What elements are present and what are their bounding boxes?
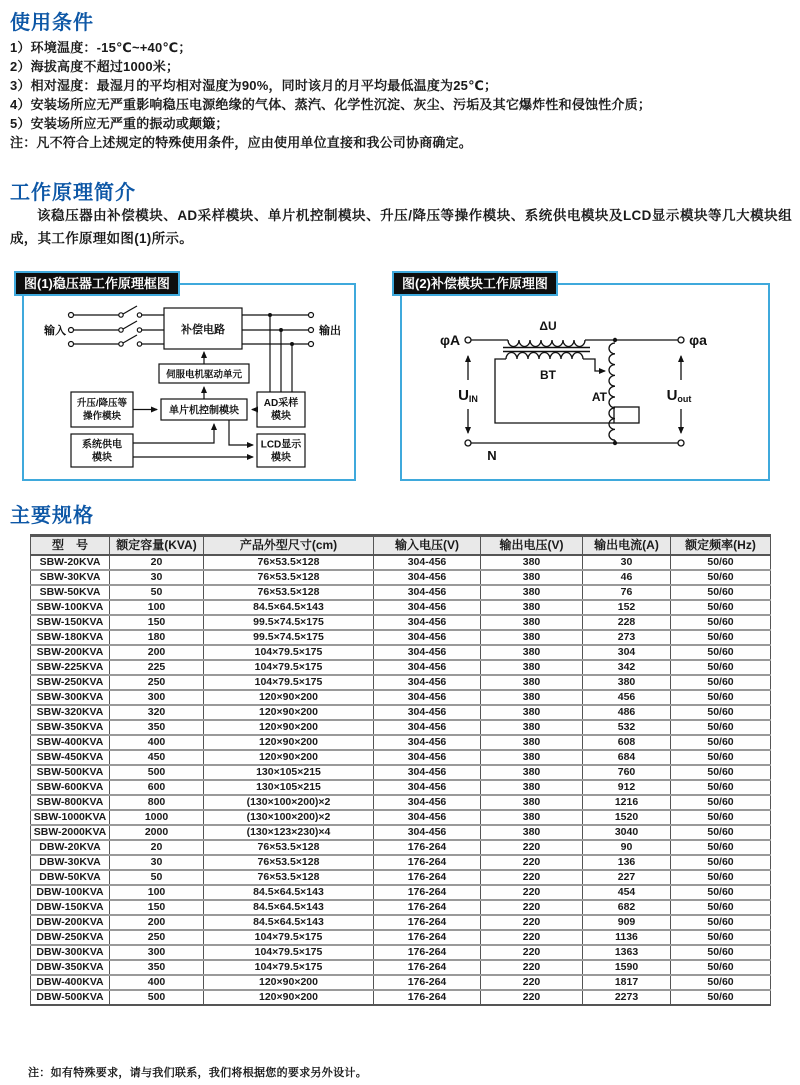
col-header-frequency: 额定频率(Hz) xyxy=(671,536,771,555)
table-cell: 50/60 xyxy=(671,945,771,960)
table-cell: 130×105×215 xyxy=(204,780,374,795)
table-cell: 176-264 xyxy=(374,840,481,855)
table-cell: 380 xyxy=(481,660,583,675)
table-cell: 380 xyxy=(481,555,583,570)
table-cell: 220 xyxy=(481,975,583,990)
table-cell: 912 xyxy=(583,780,671,795)
table-cell: SBW-600KVA xyxy=(31,780,110,795)
table-cell: 350 xyxy=(110,960,204,975)
table-cell: 50/60 xyxy=(671,630,771,645)
neutral-label: N xyxy=(487,448,497,463)
compensation-module-svg xyxy=(402,285,768,479)
table-row xyxy=(31,630,771,645)
table-cell: 200 xyxy=(110,645,204,660)
table-cell: (130×100×200)×2 xyxy=(204,795,374,810)
table-row xyxy=(31,720,771,735)
table-cell: 220 xyxy=(481,960,583,975)
table-cell: 50/60 xyxy=(671,960,771,975)
table-cell: 342 xyxy=(583,660,671,675)
table-cell: 176-264 xyxy=(374,975,481,990)
table-row xyxy=(31,825,771,840)
table-cell: 220 xyxy=(481,945,583,960)
table-cell: 150 xyxy=(110,615,204,630)
table-row xyxy=(31,915,771,930)
table-cell: SBW-350KVA xyxy=(31,720,110,735)
system-power-label-line1: 系统供电 xyxy=(82,439,122,451)
table-cell: 50/60 xyxy=(671,885,771,900)
table-cell: 104×79.5×175 xyxy=(204,930,374,945)
table-cell: 350 xyxy=(110,720,204,735)
table-cell: 50/60 xyxy=(671,720,771,735)
table-cell: 176-264 xyxy=(374,945,481,960)
phase-in-label: φA xyxy=(439,332,461,348)
spec-table-wrap xyxy=(30,534,770,1006)
table-cell: 304-456 xyxy=(374,630,481,645)
table-cell: 380 xyxy=(481,825,583,840)
table-row xyxy=(31,975,771,990)
table-cell: 380 xyxy=(481,720,583,735)
table-cell: DBW-20KVA xyxy=(31,840,110,855)
table-cell: 104×79.5×175 xyxy=(204,660,374,675)
input-lines-with-switches xyxy=(69,306,165,347)
table-cell: 1817 xyxy=(583,975,671,990)
table-row xyxy=(31,840,771,855)
table-cell: 176-264 xyxy=(374,990,481,1005)
table-cell: 400 xyxy=(110,735,204,750)
table-cell: 228 xyxy=(583,615,671,630)
table-cell: 120×90×200 xyxy=(204,720,374,735)
table-cell: 320 xyxy=(110,705,204,720)
at-coil xyxy=(609,343,615,440)
table-cell: 50/60 xyxy=(671,645,771,660)
table-row xyxy=(31,735,771,750)
table-cell: SBW-400KVA xyxy=(31,735,110,750)
system-power-label-line2: 模块 xyxy=(92,452,112,464)
conditions-list xyxy=(10,38,796,152)
uout-label: Uout xyxy=(666,387,692,404)
table-cell: 100 xyxy=(110,600,204,615)
table-cell: SBW-225KVA xyxy=(31,660,110,675)
spec-table-header-row xyxy=(31,536,771,555)
table-cell: 220 xyxy=(481,855,583,870)
table-cell: DBW-350KVA xyxy=(31,960,110,975)
table-cell: 180 xyxy=(110,630,204,645)
table-row xyxy=(31,810,771,825)
table-cell: 380 xyxy=(481,645,583,660)
table-cell: 456 xyxy=(583,690,671,705)
table-cell: 227 xyxy=(583,870,671,885)
table-cell: 30 xyxy=(110,855,204,870)
input-label: 输入 xyxy=(44,325,66,337)
col-header-capacity: 额定容量(KVA) xyxy=(110,536,204,555)
table-cell: 176-264 xyxy=(374,960,481,975)
spec-table xyxy=(30,534,771,1006)
table-cell: 76×53.5×128 xyxy=(204,840,374,855)
table-cell: 220 xyxy=(481,990,583,1005)
table-cell: 500 xyxy=(110,990,204,1005)
table-row xyxy=(31,675,771,690)
table-cell: 800 xyxy=(110,795,204,810)
table-cell: 50/60 xyxy=(671,600,771,615)
table-cell: DBW-300KVA xyxy=(31,945,110,960)
table-cell: 84.5×64.5×143 xyxy=(204,900,374,915)
table-cell: 380 xyxy=(481,765,583,780)
table-cell: 304-456 xyxy=(374,765,481,780)
table-cell: 273 xyxy=(583,630,671,645)
condition-item: 2）海拔高度不超过1000米； xyxy=(10,59,180,74)
table-cell: 104×79.5×175 xyxy=(204,675,374,690)
table-row xyxy=(31,945,771,960)
table-cell: 304-456 xyxy=(374,810,481,825)
table-row xyxy=(31,855,771,870)
tap-contact-box xyxy=(614,407,639,423)
table-cell: 1590 xyxy=(583,960,671,975)
table-cell: 176-264 xyxy=(374,900,481,915)
table-cell: 304-456 xyxy=(374,735,481,750)
table-cell: 304-456 xyxy=(374,825,481,840)
table-cell: 120×90×200 xyxy=(204,750,374,765)
table-row xyxy=(31,660,771,675)
table-row xyxy=(31,900,771,915)
table-cell: SBW-300KVA xyxy=(31,690,110,705)
condition-item: 3）相对湿度：最湿月的平均相对湿度为90%，同时该月的月平均最低温度为25℃； xyxy=(10,78,498,93)
table-row xyxy=(31,870,771,885)
table-cell: 84.5×64.5×143 xyxy=(204,915,374,930)
table-row xyxy=(31,600,771,615)
table-row xyxy=(31,555,771,570)
table-cell: 380 xyxy=(481,585,583,600)
table-cell: 30 xyxy=(583,555,671,570)
table-cell: 176-264 xyxy=(374,885,481,900)
table-cell: DBW-400KVA xyxy=(31,975,110,990)
table-cell: 50/60 xyxy=(671,570,771,585)
table-cell: 20 xyxy=(110,840,204,855)
series-coil xyxy=(508,340,585,347)
table-cell: DBW-150KVA xyxy=(31,900,110,915)
table-cell: 220 xyxy=(481,900,583,915)
table-row xyxy=(31,930,771,945)
table-cell: 220 xyxy=(481,915,583,930)
table-row xyxy=(31,615,771,630)
table-cell: 250 xyxy=(110,930,204,945)
table-cell: 380 xyxy=(481,570,583,585)
table-cell: 120×90×200 xyxy=(204,705,374,720)
figure-compensation-module-diagram xyxy=(400,276,770,481)
table-cell: 176-264 xyxy=(374,855,481,870)
ad-sampling-label-line1: AD采样 xyxy=(263,398,299,409)
table-cell: 400 xyxy=(110,975,204,990)
table-cell: 304-456 xyxy=(374,795,481,810)
table-row xyxy=(31,990,771,1005)
table-cell: 50/60 xyxy=(671,795,771,810)
circuit-wires xyxy=(465,337,684,446)
table-cell: 682 xyxy=(583,900,671,915)
ad-sampling-label-line2: 模块 xyxy=(271,411,291,422)
table-cell: 50/60 xyxy=(671,615,771,630)
table-cell: 220 xyxy=(481,930,583,945)
table-cell: 76×53.5×128 xyxy=(204,555,374,570)
lcd-display-label-line2: 模块 xyxy=(271,452,291,464)
table-cell: 600 xyxy=(110,780,204,795)
table-cell: SBW-320KVA xyxy=(31,705,110,720)
table-cell: 50/60 xyxy=(671,690,771,705)
table-cell: (130×100×200)×2 xyxy=(204,810,374,825)
condition-item: 1）环境温度：-15℃~+40℃； xyxy=(10,40,192,55)
table-cell: 50/60 xyxy=(671,705,771,720)
table-cell: 380 xyxy=(481,735,583,750)
table-cell: 304-456 xyxy=(374,660,481,675)
bt-label: BT xyxy=(540,368,556,382)
table-cell: 76×53.5×128 xyxy=(204,870,374,885)
table-cell: 136 xyxy=(583,855,671,870)
table-cell: 304-456 xyxy=(374,675,481,690)
table-cell: 1520 xyxy=(583,810,671,825)
table-cell: 454 xyxy=(583,885,671,900)
table-cell: 176-264 xyxy=(374,915,481,930)
table-cell: 380 xyxy=(481,810,583,825)
table-cell: 84.5×64.5×143 xyxy=(204,600,374,615)
table-cell: DBW-200KVA xyxy=(31,915,110,930)
table-row xyxy=(31,690,771,705)
table-cell: 50/60 xyxy=(671,735,771,750)
table-cell: 50/60 xyxy=(671,750,771,765)
table-cell: 150 xyxy=(110,900,204,915)
table-cell: 380 xyxy=(481,795,583,810)
table-cell: 304-456 xyxy=(374,690,481,705)
table-cell: 50 xyxy=(110,585,204,600)
table-cell: 1000 xyxy=(110,810,204,825)
table-cell: 76×53.5×128 xyxy=(204,855,374,870)
table-cell: 304-456 xyxy=(374,750,481,765)
condition-item: 注：凡不符合上述规定的特殊使用条件，应由使用单位直接和我公司协商确定。 xyxy=(10,135,473,150)
delta-u-label: ΔU xyxy=(539,319,557,333)
figure-stabilizer-block-diagram xyxy=(22,276,356,481)
table-cell: 380 xyxy=(481,630,583,645)
table-cell: 380 xyxy=(481,750,583,765)
table-cell: 50/60 xyxy=(671,660,771,675)
table-cell: 220 xyxy=(481,840,583,855)
table-cell: 250 xyxy=(110,675,204,690)
table-cell: 304 xyxy=(583,645,671,660)
table-cell: 50/60 xyxy=(671,975,771,990)
table-cell: 50/60 xyxy=(671,825,771,840)
table-cell: 300 xyxy=(110,945,204,960)
table-cell: DBW-500KVA xyxy=(31,990,110,1005)
table-cell: 304-456 xyxy=(374,705,481,720)
table-cell: SBW-1000KVA xyxy=(31,810,110,825)
table-cell: 380 xyxy=(481,780,583,795)
figure2-title-tab: 图(2)补偿模块工作原理图 xyxy=(392,271,558,296)
table-cell: 486 xyxy=(583,705,671,720)
table-row xyxy=(31,960,771,975)
col-header-input-voltage: 输入电压(V) xyxy=(374,536,481,555)
table-cell: 46 xyxy=(583,570,671,585)
table-cell: SBW-150KVA xyxy=(31,615,110,630)
table-cell: 3040 xyxy=(583,825,671,840)
table-cell: 2273 xyxy=(583,990,671,1005)
table-cell: DBW-100KVA xyxy=(31,885,110,900)
table-cell: SBW-200KVA xyxy=(31,645,110,660)
bt-coil xyxy=(506,353,583,360)
table-cell: 50/60 xyxy=(671,840,771,855)
table-cell: 99.5×74.5×175 xyxy=(204,630,374,645)
table-cell: 130×105×215 xyxy=(204,765,374,780)
table-cell: 450 xyxy=(110,750,204,765)
boost-buck-label-line2: 操作模块 xyxy=(82,411,122,422)
table-cell: SBW-500KVA xyxy=(31,765,110,780)
table-cell: 100 xyxy=(110,885,204,900)
intro-paragraph: 该稳压器由补偿模块、AD采样模块、单片机控制模块、升压/降压等操作模块、系统供电模块及LCD显示模块等几大模块组成，其工作原理如图(1)所示。 xyxy=(10,208,792,246)
table-cell: 84.5×64.5×143 xyxy=(204,885,374,900)
table-cell: 304-456 xyxy=(374,780,481,795)
table-cell: 304-456 xyxy=(374,555,481,570)
col-header-model: 型 号 xyxy=(31,536,110,555)
table-row xyxy=(31,765,771,780)
servo-drive-label: 伺服电机驱动单元 xyxy=(165,369,243,381)
table-cell: 104×79.5×175 xyxy=(204,945,374,960)
table-row xyxy=(31,885,771,900)
stabilizer-block-diagram-svg xyxy=(24,285,354,479)
table-cell: 2000 xyxy=(110,825,204,840)
section-title-principle: 工作原理简介 xyxy=(10,182,136,204)
table-row xyxy=(31,645,771,660)
table-cell: 684 xyxy=(583,750,671,765)
table-cell: 50/60 xyxy=(671,870,771,885)
col-header-output-current: 输出电流(A) xyxy=(583,536,671,555)
table-cell: 76 xyxy=(583,585,671,600)
table-cell: 50/60 xyxy=(671,585,771,600)
table-cell: 30 xyxy=(110,570,204,585)
table-cell: 500 xyxy=(110,765,204,780)
table-cell: 152 xyxy=(583,600,671,615)
table-cell: SBW-450KVA xyxy=(31,750,110,765)
table-cell: 50/60 xyxy=(671,780,771,795)
table-cell: 176-264 xyxy=(374,870,481,885)
table-cell: 380 xyxy=(481,615,583,630)
table-cell: 304-456 xyxy=(374,585,481,600)
table-cell: SBW-30KVA xyxy=(31,570,110,585)
at-label: AT xyxy=(591,390,607,404)
table-cell: 380 xyxy=(583,675,671,690)
table-row xyxy=(31,750,771,765)
table-cell: 120×90×200 xyxy=(204,690,374,705)
col-header-dimensions: 产品外型尺寸(cm) xyxy=(204,536,374,555)
table-cell: 90 xyxy=(583,840,671,855)
table-cell: 909 xyxy=(583,915,671,930)
table-cell: 50/60 xyxy=(671,930,771,945)
table-cell: SBW-20KVA xyxy=(31,555,110,570)
table-cell: 380 xyxy=(481,675,583,690)
table-cell: 120×90×200 xyxy=(204,975,374,990)
phase-out-label: φa xyxy=(689,332,707,348)
output-lines xyxy=(242,313,314,393)
table-cell: 104×79.5×175 xyxy=(204,960,374,975)
table-cell: 120×90×200 xyxy=(204,735,374,750)
table-cell: 20 xyxy=(110,555,204,570)
col-header-output-voltage: 输出电压(V) xyxy=(481,536,583,555)
table-cell: SBW-2000KVA xyxy=(31,825,110,840)
table-cell: (130×123×230)×4 xyxy=(204,825,374,840)
table-row xyxy=(31,795,771,810)
table-cell: SBW-800KVA xyxy=(31,795,110,810)
table-row xyxy=(31,780,771,795)
table-row xyxy=(31,585,771,600)
table-cell: SBW-180KVA xyxy=(31,630,110,645)
table-cell: 50/60 xyxy=(671,765,771,780)
table-cell: 99.5×74.5×175 xyxy=(204,615,374,630)
table-cell: DBW-50KVA xyxy=(31,870,110,885)
compensation-circuit-label: 补偿电路 xyxy=(181,324,225,336)
table-cell: 304-456 xyxy=(374,615,481,630)
table-row xyxy=(31,705,771,720)
table-cell: DBW-250KVA xyxy=(31,930,110,945)
table-cell: 304-456 xyxy=(374,600,481,615)
table-cell: 608 xyxy=(583,735,671,750)
table-cell: 50/60 xyxy=(671,555,771,570)
table-cell: 1136 xyxy=(583,930,671,945)
table-cell: 220 xyxy=(481,870,583,885)
table-cell: 304-456 xyxy=(374,570,481,585)
table-cell: 1216 xyxy=(583,795,671,810)
uin-label: UIN xyxy=(458,387,478,404)
table-cell: 200 xyxy=(110,915,204,930)
table-cell: 50/60 xyxy=(671,855,771,870)
figure1-title-tab: 图(1)稳压器工作原理框图 xyxy=(14,271,180,296)
table-cell: 304-456 xyxy=(374,645,481,660)
table-cell: 304-456 xyxy=(374,720,481,735)
table-cell: 120×90×200 xyxy=(204,990,374,1005)
table-cell: 220 xyxy=(481,885,583,900)
table-cell: 50/60 xyxy=(671,675,771,690)
boost-buck-label-line1: 升压/降压等 xyxy=(76,398,128,409)
lcd-display-label-line1: LCD显示 xyxy=(260,439,302,451)
table-cell: 50/60 xyxy=(671,990,771,1005)
table-cell: 76×53.5×128 xyxy=(204,570,374,585)
footer-note: 注：如有特殊要求，请与我们联系，我们将根据您的要求另外设计。 xyxy=(28,1067,367,1079)
table-cell: 50/60 xyxy=(671,810,771,825)
table-cell: 50/60 xyxy=(671,900,771,915)
table-cell: 760 xyxy=(583,765,671,780)
table-cell: 176-264 xyxy=(374,930,481,945)
section-title-specs: 主要规格 xyxy=(10,505,94,527)
table-cell: DBW-30KVA xyxy=(31,855,110,870)
table-cell: 50 xyxy=(110,870,204,885)
condition-item: 5）安装场所应无严重的振动或颠簸； xyxy=(10,116,229,131)
mcu-control-label: 单片机控制模块 xyxy=(169,405,239,417)
table-cell: 104×79.5×175 xyxy=(204,645,374,660)
table-cell: 380 xyxy=(481,600,583,615)
table-cell: 532 xyxy=(583,720,671,735)
table-cell: 1363 xyxy=(583,945,671,960)
table-cell: 225 xyxy=(110,660,204,675)
table-cell: SBW-50KVA xyxy=(31,585,110,600)
table-cell: 380 xyxy=(481,690,583,705)
table-cell: SBW-100KVA xyxy=(31,600,110,615)
table-cell: 380 xyxy=(481,705,583,720)
table-row xyxy=(31,570,771,585)
table-cell: 50/60 xyxy=(671,915,771,930)
condition-item: 4）安装场所应无严重影响稳压电源绝缘的气体、蒸汽、化学性沉淀、灰尘、污垢及其它爆炸性和侵蚀性介质； xyxy=(10,97,652,112)
table-cell: 300 xyxy=(110,690,204,705)
table-cell: 76×53.5×128 xyxy=(204,585,374,600)
section-title-conditions: 使用条件 xyxy=(10,12,94,34)
output-label: 输出 xyxy=(319,325,341,337)
table-cell: SBW-250KVA xyxy=(31,675,110,690)
